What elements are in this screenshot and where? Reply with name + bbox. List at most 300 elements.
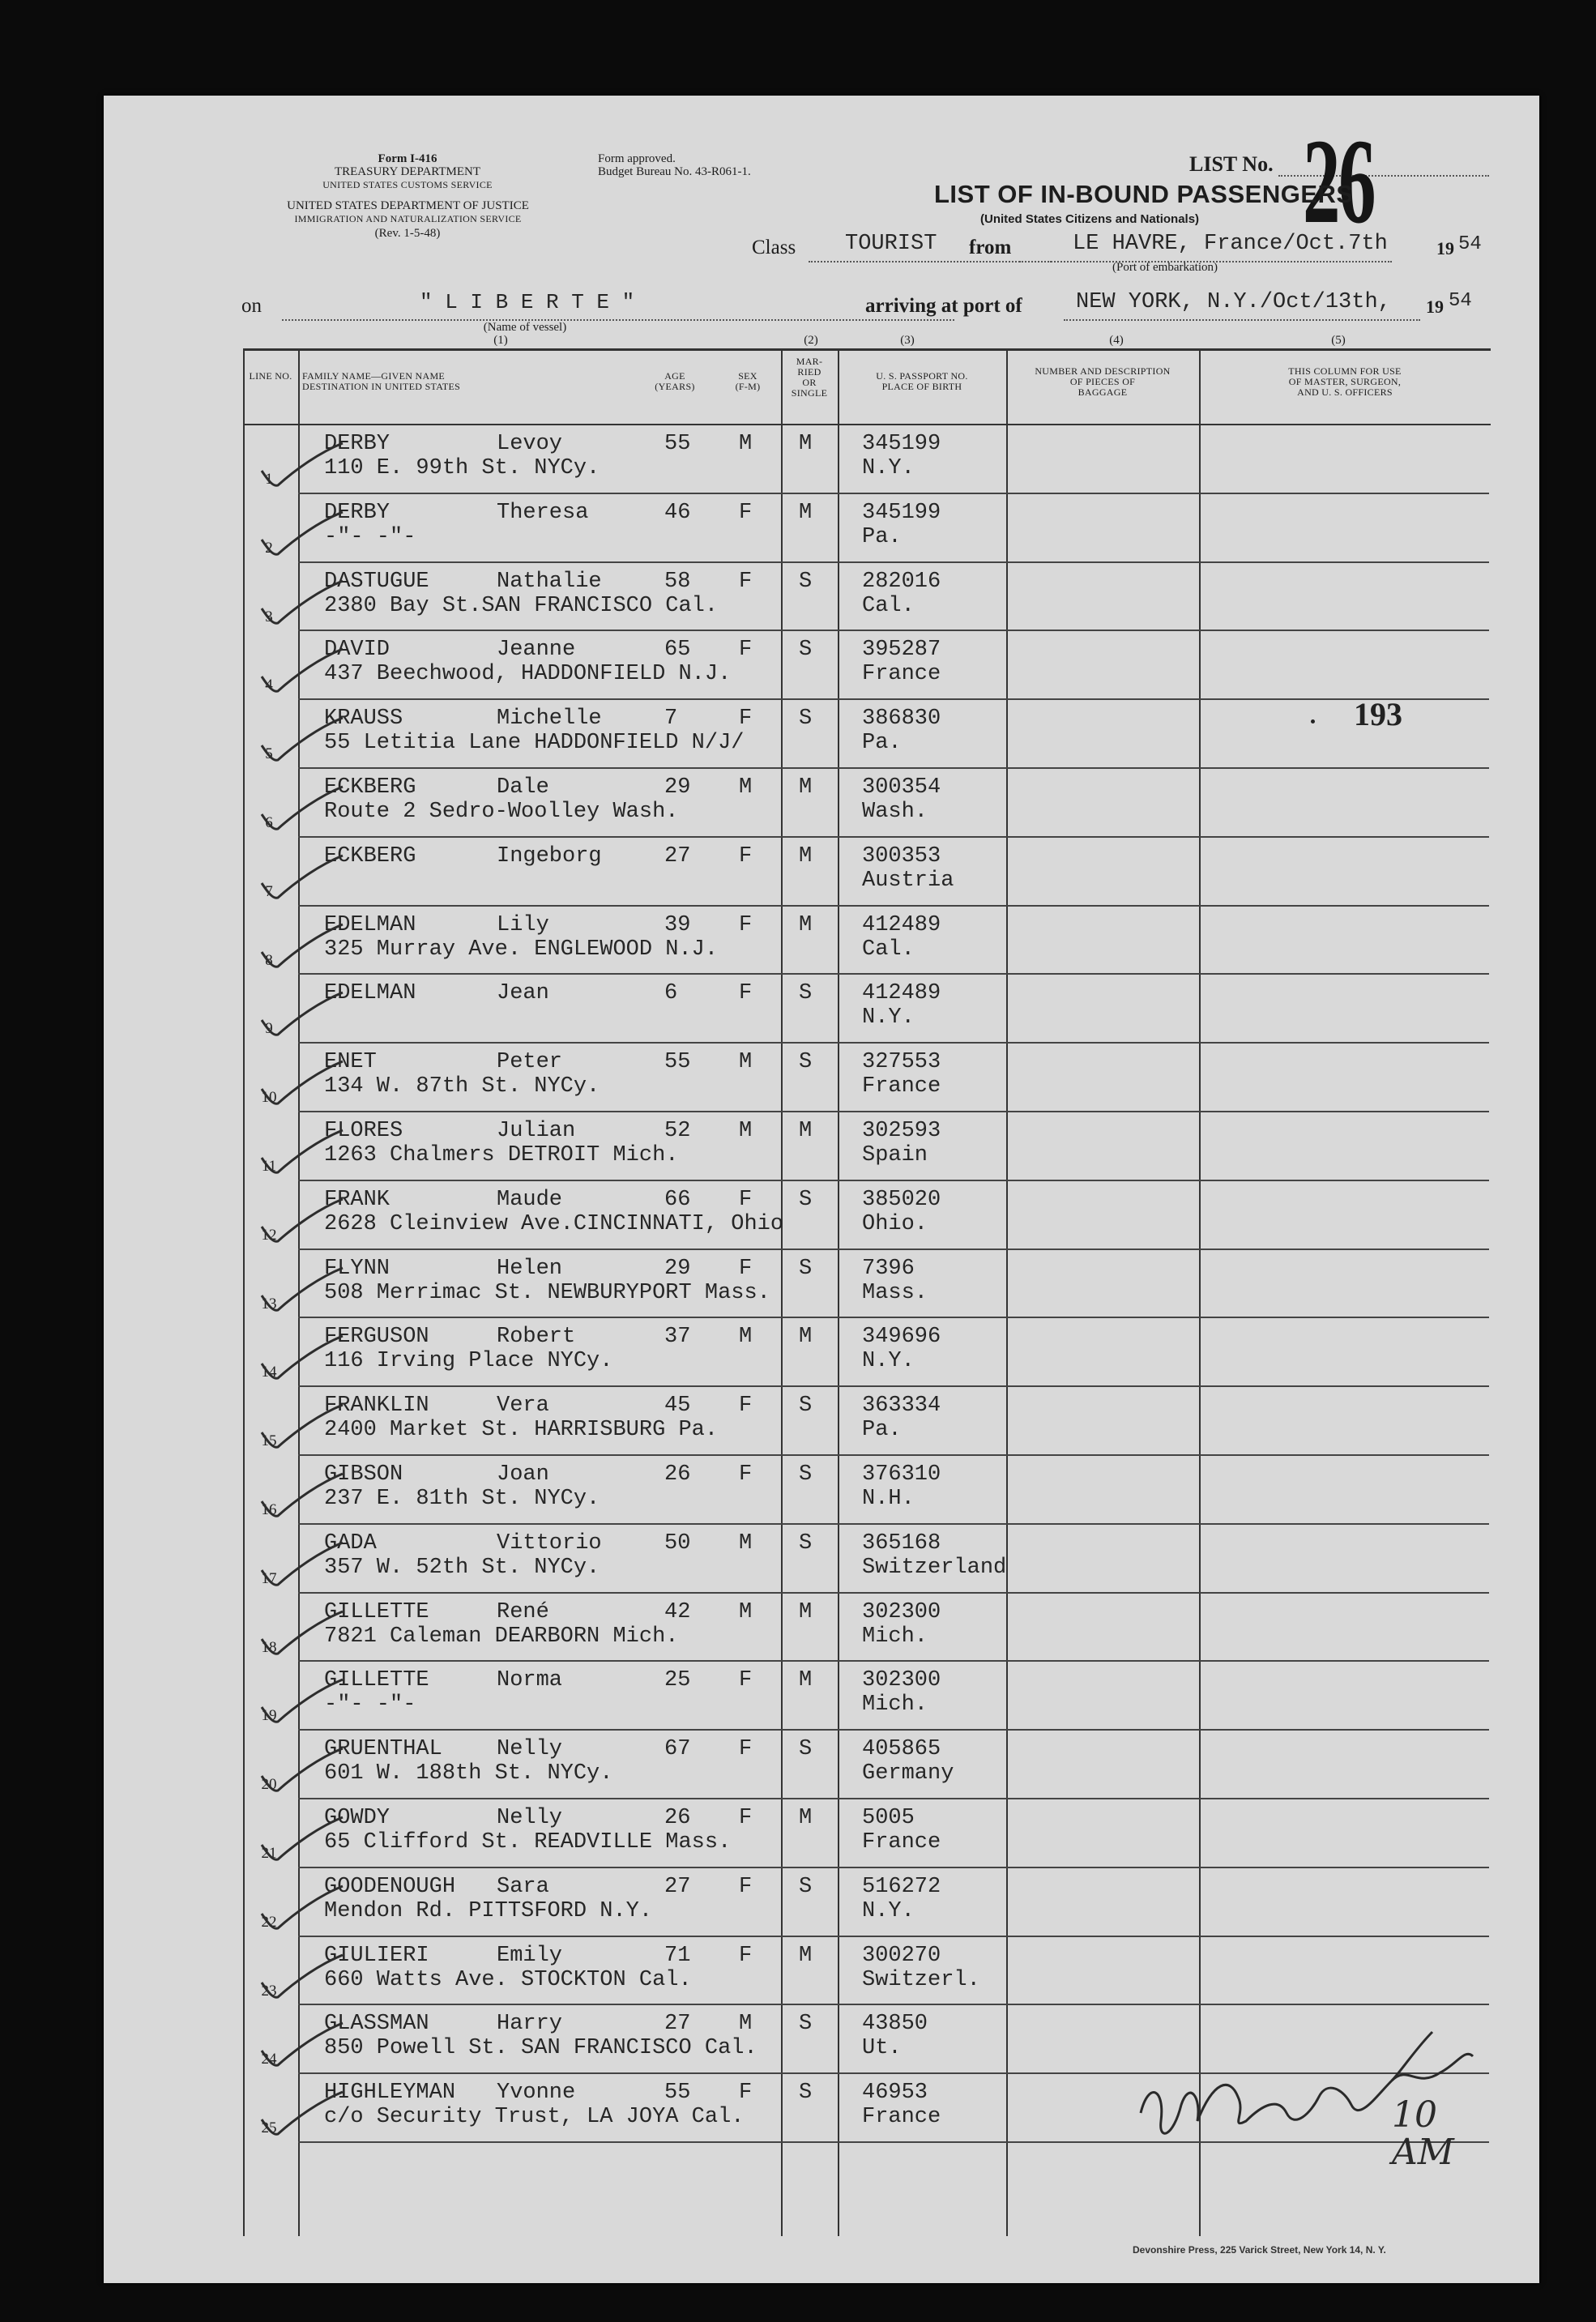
table-row (104, 1042, 1491, 1111)
check-mark-icon (254, 576, 351, 633)
destination: 116 Irving Place NYCy. (324, 1349, 613, 1374)
table-row (104, 1385, 1491, 1454)
family-name: DASTUGUE (324, 569, 429, 594)
line-number: 23 (261, 1982, 277, 2000)
destination: 7821 Caleman DEARBORN Mich. (324, 1624, 679, 1649)
list-label: LIST No. (1189, 152, 1274, 176)
age: 52 (664, 1119, 691, 1143)
table-row (104, 1523, 1491, 1592)
given-name: Jeanne (497, 638, 576, 663)
destination: 237 E. 81th St. NYCy. (324, 1487, 600, 1511)
table-row (104, 905, 1491, 974)
age: 6 (664, 981, 678, 1006)
arriving-label: arriving at port of (865, 295, 1022, 317)
passport-number: 349696 (862, 1325, 941, 1350)
passport-header: U. S. PASSPORT NO. PLACE OF BIRTH (876, 370, 968, 392)
sex: F (739, 1187, 753, 1212)
given-name: Peter (497, 1050, 563, 1075)
check-mark-icon (254, 1125, 351, 1182)
family-name: GILLETTE (324, 1599, 429, 1624)
line-number: 24 (261, 2051, 277, 2068)
sex: M (739, 1530, 753, 1556)
marital-status: M (799, 1668, 813, 1693)
family-name: FRANK (324, 1187, 390, 1212)
vessel-name: " L I B E R T E " (420, 290, 635, 314)
marital-status: M (799, 1119, 813, 1143)
sex: F (739, 1943, 753, 1968)
year-prefix: 19 (1436, 238, 1454, 258)
passport-number: 300270 (862, 1943, 941, 1968)
place-of-birth: France (862, 1830, 941, 1855)
line-number: 25 (261, 2119, 277, 2137)
place-of-birth: Pa. (862, 731, 902, 756)
destination: 55 Letitia Lane HADDONFIELD N/J/ (324, 731, 745, 756)
given-name: René (497, 1599, 549, 1624)
place-of-birth: France (862, 1074, 941, 1099)
manifest-title: LIST OF IN-BOUND PASSENGERS (934, 180, 1354, 208)
line-number: 21 (261, 1845, 277, 1862)
marital-status: S (799, 1050, 813, 1075)
age: 29 (664, 775, 691, 800)
sex: M (739, 1050, 753, 1075)
place-of-birth: Wash. (862, 800, 928, 824)
family-name: ENET (324, 1050, 377, 1075)
table-row (104, 630, 1491, 698)
given-name: Lily (497, 912, 549, 937)
given-name: Theresa (497, 500, 589, 525)
marital-status: M (799, 912, 813, 937)
embarkation-caption: (Port of embarkation) (1112, 261, 1218, 274)
table-row (104, 1729, 1491, 1798)
marital-status: M (799, 1806, 813, 1830)
column-number-5: (5) (1331, 334, 1346, 347)
check-mark-icon (254, 1950, 351, 2007)
family-name: GADA (324, 1530, 377, 1556)
sex: F (739, 1806, 753, 1830)
table-row (104, 1111, 1491, 1180)
family-name: EDELMAN (324, 981, 416, 1006)
marital-status: S (799, 1256, 813, 1281)
sex: F (739, 843, 753, 869)
line-number: 9 (265, 1020, 273, 1038)
officers-header: THIS COLUMN FOR USE OF MASTER, SURGEON, AND U. S. OFFICERS (1288, 365, 1402, 398)
table-row (104, 698, 1491, 767)
stamp-dot (1311, 719, 1315, 723)
place-of-birth: France (862, 662, 941, 687)
stamp-number: 193 (1354, 696, 1402, 732)
place-of-birth: Pa. (862, 1418, 902, 1443)
place-of-birth: N.Y. (862, 1349, 915, 1374)
class-line (809, 261, 1052, 263)
place-of-birth: Cal. (862, 937, 915, 962)
place-of-birth: N.Y. (862, 1898, 915, 1923)
check-mark-icon (254, 1194, 351, 1251)
given-name: Ingeborg (497, 843, 602, 869)
family-name: GILLETTE (324, 1668, 429, 1693)
given-name: Dale (497, 775, 549, 800)
age: 27 (664, 1874, 691, 1899)
check-mark-icon (254, 438, 351, 495)
age: 26 (664, 1806, 691, 1830)
check-mark-icon (254, 920, 351, 976)
family-name: GRUENTHAL (324, 1737, 442, 1762)
line-number: 5 (265, 745, 273, 763)
arrival-value: NEW YORK, N.Y./Oct/13th, (1076, 290, 1391, 314)
passport-number: 345199 (862, 500, 941, 525)
form-approved: Form approved. (598, 152, 676, 165)
check-mark-icon (254, 782, 351, 839)
vessel-line (282, 319, 954, 321)
given-name: Jean (497, 981, 549, 1006)
destination: 437 Beechwood, HADDONFIELD N.J. (324, 662, 732, 687)
passport-number: 300354 (862, 775, 941, 800)
from-label: from (969, 237, 1012, 258)
place-of-birth: Switzerl. (862, 1967, 980, 1992)
marital-status: S (799, 1187, 813, 1212)
line-number: 7 (265, 882, 273, 900)
check-mark-icon (254, 1400, 351, 1457)
class-label: Class (752, 237, 796, 258)
sex: F (739, 981, 753, 1006)
given-name: Nelly (497, 1737, 563, 1762)
check-mark-icon (254, 644, 351, 701)
family-name: FLYNN (324, 1256, 390, 1281)
column-number-4: (4) (1109, 334, 1124, 347)
table-row (104, 1867, 1491, 1936)
marital-status: S (799, 1462, 813, 1487)
table-row (104, 767, 1491, 836)
family-name: GOWDY (324, 1806, 390, 1830)
passport-number: 7396 (862, 1256, 915, 1281)
line-number: 8 (265, 951, 273, 969)
destination: 2628 Cleinview Ave.CINCINNATI, Ohio (324, 1211, 784, 1236)
revision-date: (Rev. 1-5-48) (374, 227, 441, 240)
marital-status: S (799, 2012, 813, 2037)
passport-number: 300353 (862, 843, 941, 869)
destination: c/o Security Trust, LA JOYA Cal. (324, 2105, 745, 2130)
family-name: GIULIERI (324, 1943, 429, 1968)
line-number: 19 (261, 1707, 277, 1725)
destination: 65 Clifford St. READVILLE Mass. (324, 1830, 732, 1855)
family-name: DAVID (324, 638, 390, 663)
budget-bureau: Budget Bureau No. 43-R061-1. (598, 165, 751, 178)
sex: F (739, 1256, 753, 1281)
place-of-birth: Switzerland (862, 1555, 1007, 1580)
destination: 850 Powell St. SAN FRANCISCO Cal. (324, 2036, 757, 2061)
age: 29 (664, 1256, 691, 1281)
arrival-year-prefix: 19 (1426, 297, 1444, 317)
customs-service: UNITED STATES CUSTOMS SERVICE (322, 179, 493, 190)
sex: F (739, 1874, 753, 1899)
on-label: on (241, 295, 262, 317)
age: 45 (664, 1394, 691, 1419)
destination: 660 Watts Ave. STOCKTON Cal. (324, 1967, 692, 1992)
check-mark-icon (254, 1812, 351, 1869)
given-name: Emily (497, 1943, 563, 1968)
destination: 1263 Chalmers DETROIT Mich. (324, 1143, 679, 1167)
given-name: Vittorio (497, 1530, 602, 1556)
column-number-2: (2) (804, 334, 818, 347)
check-mark-icon (254, 1744, 351, 1800)
check-mark-icon (254, 2018, 351, 2075)
family-name: FERGUSON (324, 1325, 429, 1350)
age: 7 (664, 706, 678, 732)
passport-number: 376310 (862, 1462, 941, 1487)
sex: F (739, 500, 753, 525)
family-name: GIBSON (324, 1462, 403, 1487)
list-number: 26 (1303, 114, 1375, 249)
manifest-subtitle: (United States Citizens and Nationals) (980, 212, 1200, 226)
marital-status: S (799, 638, 813, 663)
place-of-birth: Mich. (862, 1692, 928, 1718)
marital-status: S (799, 1737, 813, 1762)
passport-number: 412489 (862, 981, 941, 1006)
destination: 325 Murray Ave. ENGLEWOOD N.J. (324, 937, 719, 962)
destination: 2380 Bay St.SAN FRANCISCO Cal. (324, 593, 719, 618)
sex: M (739, 432, 753, 456)
from-value: LE HAVRE, France/Oct.7th (1073, 232, 1388, 256)
family-name: FRANKLIN (324, 1394, 429, 1419)
passport-number: 5005 (862, 1806, 915, 1830)
passport-number: 395287 (862, 638, 941, 663)
married-header: MAR- RIED OR SINGLE (791, 356, 828, 399)
treasury-department: TREASURY DEPARTMENT (334, 165, 481, 178)
given-name: Julian (497, 1119, 576, 1143)
given-name: Nathalie (497, 569, 602, 594)
line-number: 3 (265, 608, 273, 625)
family-name: DERBY (324, 500, 390, 525)
place-of-birth: France (862, 2105, 941, 2130)
line-number: 13 (261, 1295, 277, 1313)
given-name: Vera (497, 1394, 549, 1419)
table-row (104, 424, 1491, 493)
family-name: EDELMAN (324, 912, 416, 937)
place-of-birth: Germany (862, 1761, 954, 1786)
age: 27 (664, 2012, 691, 2037)
form-number: Form I-416 (378, 152, 437, 165)
marital-status: S (799, 1394, 813, 1419)
age: 39 (664, 912, 691, 937)
marital-status: M (799, 775, 813, 800)
table-row (104, 1454, 1491, 1523)
passport-number: 405865 (862, 1737, 941, 1762)
family-name: HIGHLEYMAN (324, 2081, 456, 2106)
line-number: 18 (261, 1638, 277, 1656)
line-number: 11 (261, 1158, 277, 1175)
given-name: Yvonne (497, 2081, 576, 2106)
place-of-birth: Austria (862, 868, 954, 893)
arrival-line (1064, 319, 1420, 321)
place-of-birth: N.Y. (862, 456, 915, 480)
age: 55 (664, 2081, 691, 2106)
family-name: ECKBERG (324, 843, 416, 869)
passport-number: 282016 (862, 569, 941, 594)
line-number: 12 (261, 1226, 277, 1244)
immigration-service: IMMIGRATION AND NATURALIZATION SERVICE (294, 213, 522, 224)
table-row (104, 493, 1491, 561)
manifest-sheet (104, 96, 1539, 2283)
passport-number: 363334 (862, 1394, 941, 1419)
destination: 2400 Market St. HARRISBURG Pa. (324, 1418, 719, 1443)
given-name: Maude (497, 1187, 563, 1212)
check-mark-icon (254, 1331, 351, 1388)
place-of-birth: N.H. (862, 1487, 915, 1511)
column-number-1: (1) (493, 334, 508, 347)
marital-status: M (799, 843, 813, 869)
table-row (104, 1592, 1491, 1661)
place-of-birth: Mich. (862, 1624, 928, 1649)
given-name: Sara (497, 1874, 549, 1899)
check-mark-icon (254, 2087, 351, 2144)
sex: F (739, 1462, 753, 1487)
table-top-rule (243, 348, 1491, 351)
place-of-birth: Cal. (862, 593, 915, 618)
column-number-3: (3) (900, 334, 915, 347)
family-name: GOODENOUGH (324, 1874, 456, 1899)
passport-number: 365168 (862, 1530, 941, 1556)
sex: F (739, 2081, 753, 2106)
passport-number: 302593 (862, 1119, 941, 1143)
place-of-birth: Ohio. (862, 1211, 928, 1236)
line-number: 15 (261, 1432, 277, 1450)
line-number: 16 (261, 1501, 277, 1518)
age: 37 (664, 1325, 691, 1350)
place-of-birth: N.Y. (862, 1005, 915, 1031)
sex: M (739, 775, 753, 800)
sex-header: SEX (F-M) (735, 370, 761, 392)
check-mark-icon (254, 1607, 351, 1663)
sex: F (739, 912, 753, 937)
given-name: Joan (497, 1462, 549, 1487)
passport-number: 327553 (862, 1050, 941, 1075)
destination: -"- -"- (324, 1692, 416, 1718)
age: 71 (664, 1943, 691, 1968)
check-mark-icon (254, 507, 351, 564)
family-name: GLASSMAN (324, 2012, 429, 2037)
line-number: 6 (265, 814, 273, 831)
sex: M (739, 1325, 753, 1350)
age: 55 (664, 432, 691, 456)
table-row (104, 1798, 1491, 1867)
marital-status: S (799, 1874, 813, 1899)
family-name: ECKBERG (324, 775, 416, 800)
sex: M (739, 2012, 753, 2037)
table-row (104, 1249, 1491, 1317)
signature-time: 10 AM (1392, 2094, 1454, 2173)
place-of-birth: Ut. (862, 2036, 902, 2061)
table-row (104, 1936, 1491, 2004)
destination: 134 W. 87th St. NYCy. (324, 1074, 600, 1099)
destination: Route 2 Sedro-Woolley Wash. (324, 800, 679, 824)
line-number: 20 (261, 1776, 277, 1794)
family-name: FLORES (324, 1119, 403, 1143)
baggage-header: NUMBER AND DESCRIPTION OF PIECES OF BAGGAGE (1035, 365, 1171, 398)
check-mark-icon (254, 1881, 351, 1938)
given-name: Michelle (497, 706, 602, 732)
age: 25 (664, 1668, 691, 1693)
marital-status: S (799, 706, 813, 732)
given-name: Norma (497, 1668, 563, 1693)
sex: F (739, 1737, 753, 1762)
check-mark-icon (254, 1675, 351, 1731)
check-mark-icon (254, 1263, 351, 1320)
check-mark-icon (254, 1469, 351, 1526)
sex: M (739, 1599, 753, 1624)
line-number: 17 (261, 1569, 277, 1587)
table-row (104, 1317, 1491, 1385)
destination: -"- -"- (324, 524, 416, 549)
line-number: 2 (265, 539, 273, 557)
marital-status: M (799, 1325, 813, 1350)
passport-number: 412489 (862, 912, 941, 937)
check-mark-icon (254, 851, 351, 907)
vessel-caption: (Name of vessel) (483, 321, 567, 334)
destination: 601 W. 188th St. NYCy. (324, 1761, 613, 1786)
check-mark-icon (254, 1056, 351, 1113)
age: 67 (664, 1737, 691, 1762)
destination: 357 W. 52th St. NYCy. (324, 1555, 600, 1580)
given-name: Helen (497, 1256, 563, 1281)
place-of-birth: Pa. (862, 524, 902, 549)
family-name: KRAUSS (324, 706, 403, 732)
passport-number: 46953 (862, 2081, 928, 2106)
passport-number: 386830 (862, 706, 941, 732)
age: 66 (664, 1187, 691, 1212)
check-mark-icon (254, 713, 351, 770)
destination: Mendon Rd. PITTSFORD N.Y. (324, 1898, 653, 1923)
name-header: FAMILY NAME—GIVEN NAME DESTINATION IN UNITED STATES (302, 370, 461, 392)
given-name: Nelly (497, 1806, 563, 1830)
age: 27 (664, 843, 691, 869)
check-mark-icon (254, 988, 351, 1044)
printer-imprint: Devonshire Press, 225 Varick Street, New York 14, N. Y. (1133, 2244, 1386, 2256)
marital-status: M (799, 1943, 813, 1968)
passport-number: 345199 (862, 432, 941, 456)
passport-number: 302300 (862, 1668, 941, 1693)
given-name: Levoy (497, 432, 563, 456)
age: 42 (664, 1599, 691, 1624)
given-name: Robert (497, 1325, 576, 1350)
sex: M (739, 1119, 753, 1143)
age: 46 (664, 500, 691, 525)
sex: F (739, 569, 753, 594)
line-number: 4 (265, 677, 273, 694)
age-header: AGE (YEARS) (655, 370, 695, 392)
sex: F (739, 706, 753, 732)
age: 58 (664, 569, 691, 594)
table-row (104, 973, 1491, 1042)
line-no-header: LINE NO. (249, 370, 292, 382)
passport-number: 385020 (862, 1187, 941, 1212)
place-of-birth: Spain (862, 1143, 928, 1167)
year-suffix: 54 (1458, 233, 1482, 255)
marital-status: M (799, 500, 813, 525)
line-number: 14 (261, 1364, 277, 1381)
passport-number: 302300 (862, 1599, 941, 1624)
sex: F (739, 638, 753, 663)
arrival-year-suffix: 54 (1449, 290, 1472, 312)
sex: F (739, 1668, 753, 1693)
family-name: DERBY (324, 432, 390, 456)
marital-status: M (799, 1599, 813, 1624)
check-mark-icon (254, 1538, 351, 1594)
marital-status: S (799, 569, 813, 594)
age: 26 (664, 1462, 691, 1487)
table-row (104, 1660, 1491, 1729)
line-number: 10 (261, 1089, 277, 1107)
age: 50 (664, 1530, 691, 1556)
destination: 110 E. 99th St. NYCy. (324, 456, 600, 480)
